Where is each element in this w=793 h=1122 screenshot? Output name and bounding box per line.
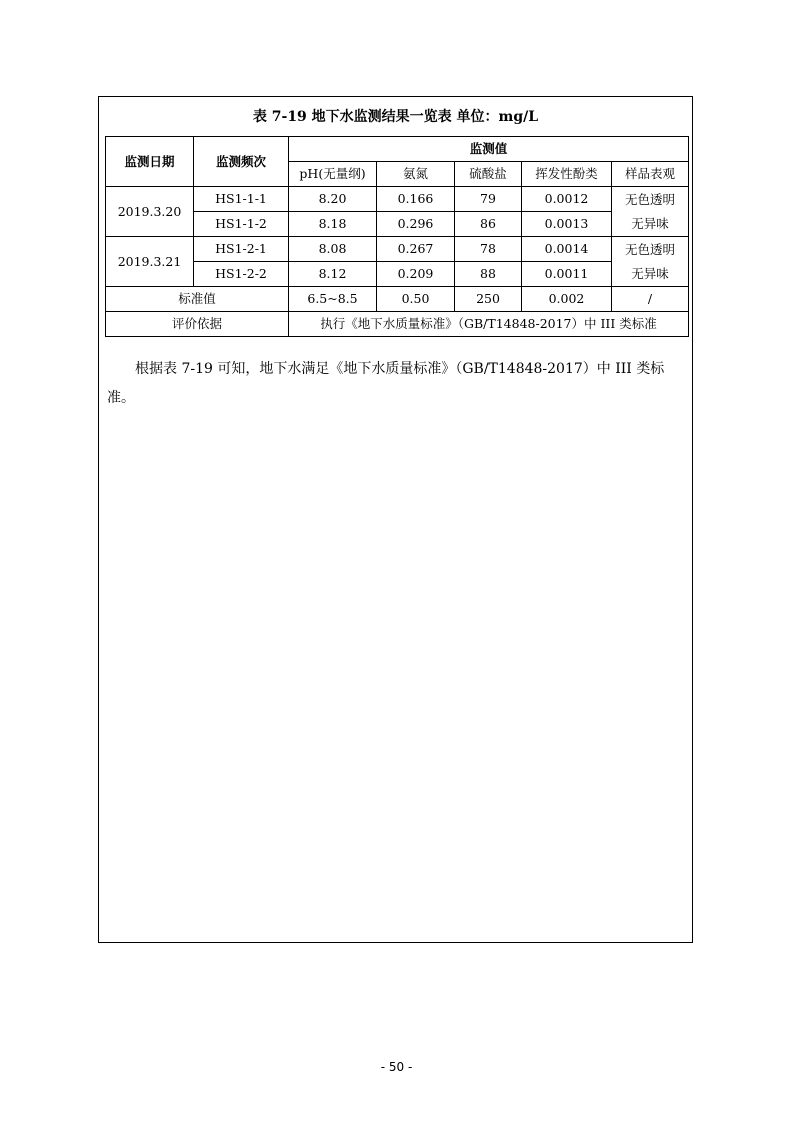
header-sulfate: 硫酸盐: [455, 162, 522, 187]
phenol-cell: 0.0014: [522, 237, 612, 262]
standard-sulfate: 250: [455, 287, 522, 312]
header-ammonia: 氨氮: [377, 162, 455, 187]
appearance-cell: [612, 237, 689, 287]
appearance-line: 无色透明: [624, 191, 675, 207]
date-cell: 2019.3.20: [106, 187, 194, 237]
ammonia-cell: 0.296: [377, 212, 455, 237]
sulfate-cell: 88: [455, 262, 522, 287]
page-number: - 50 -: [380, 1060, 413, 1074]
sulfate-cell: 79: [455, 187, 522, 212]
ph-cell: 8.12: [289, 262, 377, 287]
ph-cell: 8.08: [289, 237, 377, 262]
standard-ammonia: 0.50: [377, 287, 455, 312]
basis-row: [106, 312, 689, 337]
header-appearance: 样品表观: [612, 162, 689, 187]
header-row-1: [106, 137, 689, 162]
table-title: 表 7-19 地下水监测结果一览表 单位：mg/L: [252, 109, 539, 125]
basis-value: 执行《地下水质量标准》（GB/T14848-2017）中 III 类标准: [289, 312, 689, 337]
phenol-cell: 0.0012: [522, 187, 612, 212]
table-row: [106, 187, 689, 212]
phenol-cell: 0.0013: [522, 212, 612, 237]
freq-cell: HS1-1-2: [194, 212, 289, 237]
appearance-line: 无异味: [631, 265, 669, 281]
appearance-line: 无异味: [631, 215, 669, 231]
ammonia-cell: 0.267: [377, 237, 455, 262]
freq-cell: HS1-2-2: [194, 262, 289, 287]
standard-ph: 6.5~8.5: [289, 287, 377, 312]
header-ph: pH(无量纲): [289, 162, 377, 187]
sulfate-cell: 86: [455, 212, 522, 237]
header-date: 监测日期: [106, 137, 194, 187]
date-cell: 2019.3.21: [106, 237, 194, 287]
standard-label: 标准值: [106, 287, 289, 312]
table-row: [106, 212, 689, 237]
appearance-cell: [612, 187, 689, 237]
table-row: [106, 262, 689, 287]
appearance-line: 无色透明: [624, 241, 675, 257]
standard-appearance: /: [612, 287, 689, 312]
sulfate-cell: 78: [455, 237, 522, 262]
header-frequency: 监测频次: [194, 137, 289, 187]
standard-phenol: 0.002: [522, 287, 612, 312]
ph-cell: 8.18: [289, 212, 377, 237]
freq-cell: HS1-2-1: [194, 237, 289, 262]
standard-row: [106, 287, 689, 312]
ammonia-cell: 0.166: [377, 187, 455, 212]
ph-cell: 8.20: [289, 187, 377, 212]
phenol-cell: 0.0011: [522, 262, 612, 287]
freq-cell: HS1-1-1: [194, 187, 289, 212]
document-frame: [98, 96, 693, 943]
header-monitoring-value: 监测值: [289, 137, 689, 162]
ammonia-cell: 0.209: [377, 262, 455, 287]
basis-label: 评价依据: [106, 312, 289, 337]
conclusion-paragraph: 根据表 7-19 可知，地下水满足《地下水质量标准》（GB/T14848-2017）中 III 类标准。: [107, 361, 665, 406]
table-row: [106, 237, 689, 262]
monitoring-results-table: [105, 136, 689, 337]
header-phenol: 挥发性酚类: [522, 162, 612, 187]
